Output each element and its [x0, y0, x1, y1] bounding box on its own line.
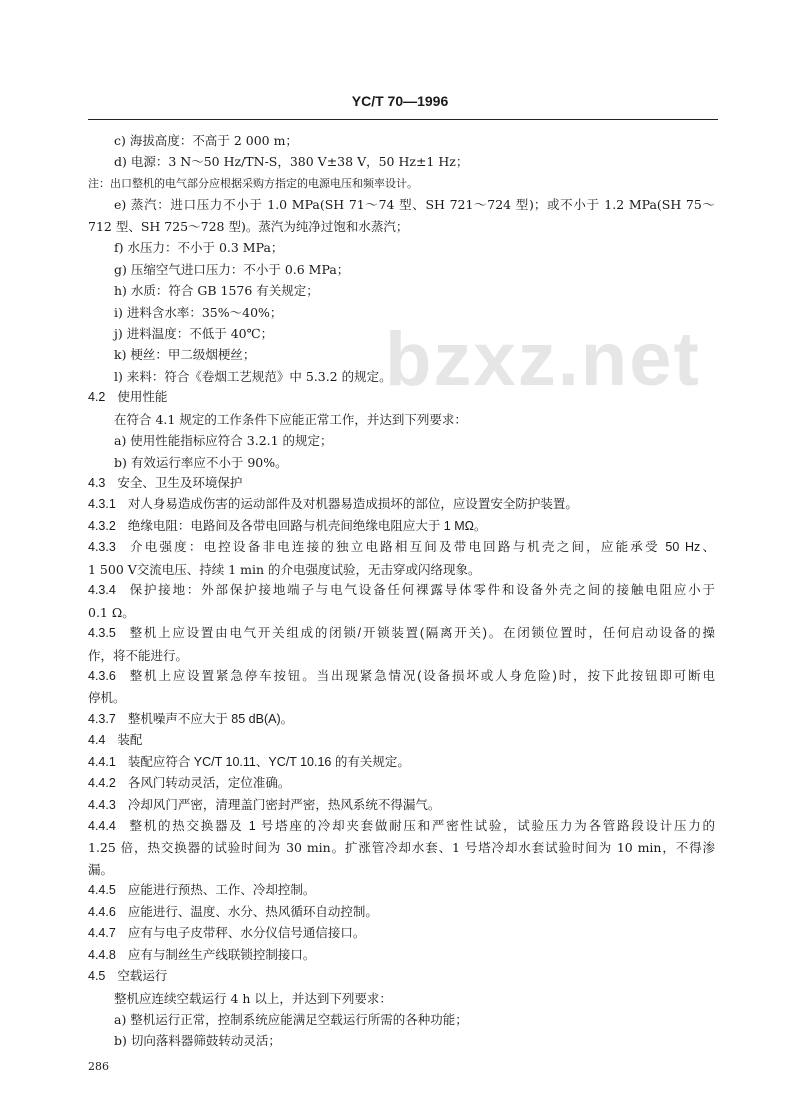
line-text: 注：出口整机的电气部分应根据采购方指定的电源电压和频率设计。: [88, 176, 418, 190]
page-header-standard-number: YC/T 70—1996: [351, 93, 449, 109]
item-line: [88, 151, 715, 172]
line-text: a) 整机运行正常，控制系统应能满足空载运行所需的各种功能；: [114, 1011, 468, 1027]
line-text: 整机的热交换器及 1 号塔座的冷却夹套做耐压和严密性试验，试验压力为各管路段设计压力的: [127, 819, 715, 833]
line-text: j) 进料温度：不低于 40℃；: [114, 325, 274, 341]
clause-line: [88, 687, 715, 708]
clause-line: [88, 559, 715, 580]
line-text: 使用性能: [117, 390, 168, 405]
clause-line: [88, 387, 715, 408]
note-line: [88, 173, 715, 194]
line-text: 对人身易造成伤害的运动部件及对机器易造成损坏的部位，应设置安全防护装置。: [127, 497, 578, 512]
clause-number: 4.4.7: [88, 926, 116, 941]
clause-number: 4.4.4: [88, 819, 116, 833]
clause-number: 4.3.6: [88, 668, 116, 683]
line-text: 1.25 倍，热交换器的试验时间为 30 min。扩涨管冷却水套、1 号塔冷却水套试验时间为 10 min，不得渗: [88, 840, 715, 856]
line-text: 装配应符合 YC/T 10.11、YC/T 10.16 的有关规定。: [127, 754, 410, 769]
item-line: [88, 130, 715, 151]
line-text: 应能进行、温度、水分、热风循环自动控制。: [127, 904, 378, 919]
line-text: 整机上应设置紧急停车按钮。当出现紧急情况(设备损坏或人身危险)时，按下此按钮即可断电: [127, 668, 715, 683]
clause-number: 4.3.5: [88, 626, 116, 641]
line-text: 装配: [117, 733, 143, 748]
item-line: [88, 452, 715, 473]
line-text: g) 压缩空气进口压力：不小于 0.6 MPa；: [114, 261, 350, 277]
clause-number: 4.4.6: [88, 904, 116, 919]
item-line: [88, 344, 715, 365]
item-line: [88, 366, 715, 387]
line-text: e) 蒸汽：进口压力不小于 1.0 MPa(SH 71～74 型、SH 721～724 型)；或不小于 1.2 MPa(SH 75～: [114, 197, 715, 213]
line-text: l) 来料：符合《卷烟工艺规范》中 5.3.2 的规定。: [114, 368, 392, 384]
line-text: 空载运行: [117, 969, 168, 984]
clause-line: [88, 645, 715, 666]
clause-line: [88, 859, 715, 880]
clause-number: 4.3.2: [88, 518, 116, 533]
clause-number: 4.4: [88, 733, 106, 748]
line-text: b) 有效运行率应不小于 90%。: [114, 454, 288, 470]
clause-line: [88, 473, 715, 494]
clause-line: [88, 923, 715, 944]
clause-line: [88, 537, 715, 558]
clause-line: [88, 752, 715, 773]
line-text: 应有与制丝生产线联锁控制接口。: [127, 947, 316, 962]
clause-line: [88, 880, 715, 901]
document-body: [88, 130, 715, 1052]
line-text: h) 水质：符合 GB 1576 有关规定；: [114, 283, 319, 299]
clause-line: [88, 666, 715, 687]
clause-line: [88, 602, 715, 623]
clause-line: [88, 730, 715, 751]
line-text: 整机噪声不应大于 85 dB(A)。: [127, 711, 294, 726]
clause-number: 4.4.2: [88, 776, 116, 791]
item-line: [88, 280, 715, 301]
item-line: [88, 1030, 715, 1051]
clause-line: [88, 795, 715, 816]
clause-line: [88, 773, 715, 794]
line-text: 绝缘电阻：电路间及各带电回路与机壳间绝缘电阻应大于 1 MΩ。: [127, 518, 487, 533]
item-line: [88, 216, 715, 237]
line-text: 冷却风门严密，清理盖门密封严密，热风系统不得漏气。: [127, 797, 441, 812]
line-text: a) 使用性能指标应符合 3.2.1 的规定；: [114, 433, 333, 449]
clause-line: [88, 816, 715, 837]
line-text: b) 切向落料器筛鼓转动灵活；: [114, 1033, 281, 1049]
clause-line: [88, 966, 715, 987]
clause-line: [88, 945, 715, 966]
line-text: 712 型、SH 725～728 型)。蒸汽为纯净过饱和水蒸汽；: [88, 218, 409, 234]
clause-line: [88, 709, 715, 730]
clause-number: 4.4.3: [88, 797, 116, 812]
line-text: 介电强度：电控设备非电连接的独立电路相互间及带电回路与机壳之间，应能承受 50 Hz、: [127, 540, 715, 555]
line-text: 应能进行预热、工作、冷却控制。: [127, 883, 316, 898]
line-text: 0.1 Ω。: [88, 604, 135, 620]
clause-number: 4.3.7: [88, 711, 116, 726]
item-line: [88, 988, 715, 1009]
line-text: 停机。: [88, 690, 126, 706]
clause-number: 4.3.1: [88, 497, 116, 512]
clause-number: 4.3.3: [88, 540, 116, 555]
line-text: 保护接地：外部保护接地端子与电气设备任何裸露导体零件和设备外壳之间的接触电阻应小于: [127, 583, 715, 598]
clause-line: [88, 902, 715, 923]
item-line: [88, 237, 715, 258]
item-line: [88, 1009, 715, 1030]
line-text: c) 海拔高度：不高于 2 000 m；: [114, 133, 298, 148]
item-line: [88, 409, 715, 430]
clause-line: [88, 494, 715, 515]
clause-line: [88, 580, 715, 601]
line-text: 安全、卫生及环境保护: [117, 476, 243, 490]
line-text: 整机应连续空载运行 4 h 以上，并达到下列要求：: [114, 990, 392, 1006]
line-text: d) 电源：3 N～50 Hz/TN-S，380 V±38 V，50 Hz±1 Hz；: [114, 154, 469, 170]
line-text: 作，将不能进行。: [88, 647, 189, 663]
clause-number: 4.4.5: [88, 883, 116, 898]
item-line: [88, 194, 715, 215]
clause-line: [88, 837, 715, 858]
clause-number: 4.4.8: [88, 947, 116, 962]
clause-number: 4.4.1: [88, 754, 116, 769]
line-text: k) 梗丝：甲二级烟梗丝；: [114, 347, 256, 363]
line-text: f) 水压力：不小于 0.3 MPa；: [114, 240, 284, 256]
line-text: 在符合 4.1 规定的工作条件下应能正常工作，并达到下列要求：: [114, 411, 467, 427]
item-line: [88, 323, 715, 344]
item-line: [88, 430, 715, 451]
header-rule: [88, 119, 718, 120]
line-text: 应有与电子皮带秤、水分仪信号通信接口。: [127, 926, 366, 941]
line-text: 漏。: [88, 861, 114, 877]
clause-number: 4.3: [88, 476, 106, 490]
page-number: 286: [88, 1060, 109, 1073]
clause-number: 4.2: [88, 390, 106, 405]
line-text: 各风门转动灵活，定位准确。: [127, 776, 291, 791]
clause-number: 4.5: [88, 969, 106, 984]
clause-line: [88, 623, 715, 644]
item-line: [88, 259, 715, 280]
clause-line: [88, 516, 715, 537]
line-text: 整机上应设置由电气开关组成的闭锁/开锁装置(隔离开关)。在闭锁位置时，任何启动设备的操: [127, 626, 715, 641]
clause-number: 4.3.4: [88, 583, 116, 598]
watermark: bzxz.net: [385, 317, 701, 402]
line-text: 1 500 V交流电压、持续 1 min 的介电强度试验，无击穿或闪络现象。: [88, 561, 481, 577]
item-line: [88, 302, 715, 323]
line-text: i) 进料含水率：35%～40%；: [114, 304, 283, 320]
